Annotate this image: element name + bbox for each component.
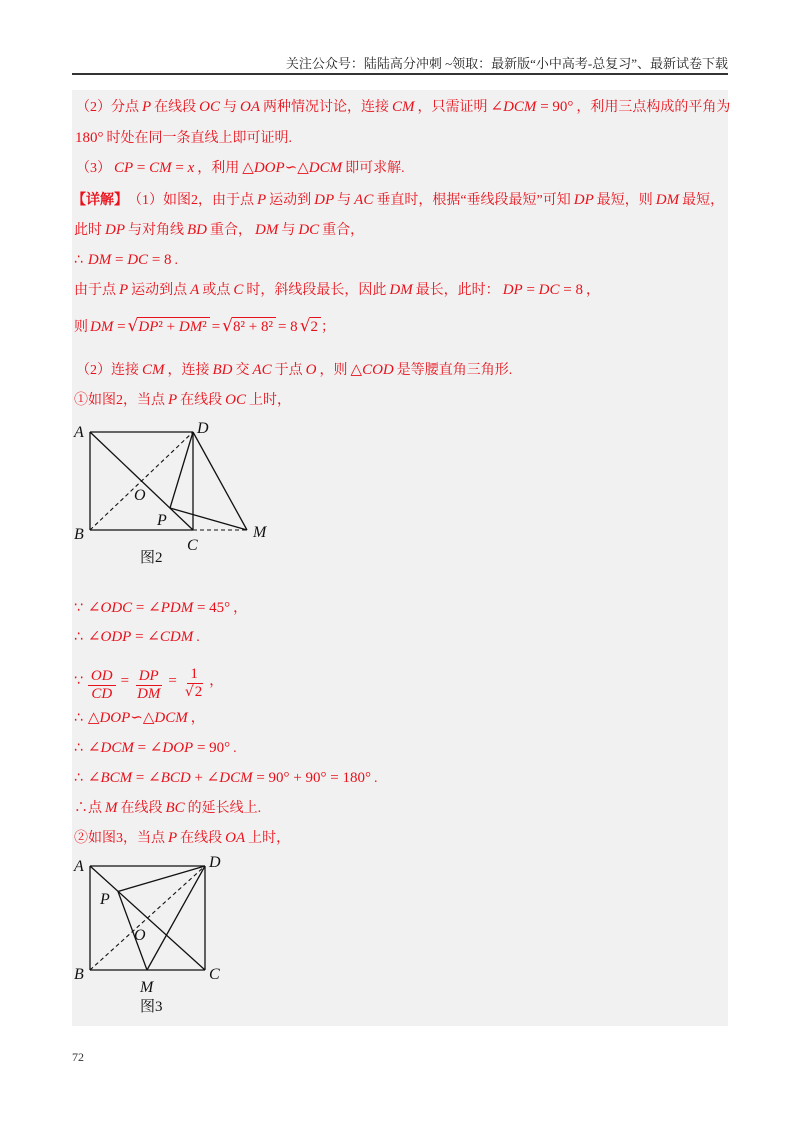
text-run: （1）如图2，由于点 — [128, 193, 254, 208]
proof-line-6 — [74, 768, 377, 792]
solution-line-3 — [74, 250, 178, 274]
math-expression — [116, 282, 131, 298]
text-run: ，只需证明 — [417, 100, 488, 115]
math-expression: DM = DC = 8 — [87, 252, 172, 268]
math-expression: DP = DC = 8 — [502, 282, 583, 298]
math-variable: DCM — [154, 710, 188, 726]
solution-line-6 — [76, 360, 512, 384]
math-variable: DP — [105, 222, 125, 238]
figure-caption: 图2 — [140, 550, 163, 566]
math-variable: DM — [90, 319, 114, 335]
proof-line-4 — [74, 708, 205, 732]
because-symbol: ∵ — [74, 600, 83, 616]
therefore-symbol: ∴ — [74, 629, 83, 645]
math-expression — [571, 192, 597, 208]
text-run: 最短，则 — [596, 193, 653, 208]
numerator — [136, 668, 162, 686]
math-expression: = 8 — [277, 319, 298, 335]
math-expression — [250, 362, 275, 378]
proof-line-3 — [74, 662, 223, 705]
math-variable: BCD — [160, 770, 191, 786]
math-expression — [184, 222, 210, 238]
math-variable: P — [168, 830, 178, 846]
text-run: ∴点 — [74, 801, 102, 816]
math-expression — [139, 362, 168, 378]
math-variable: BCM — [100, 770, 133, 786]
text-run: ， — [585, 283, 600, 298]
text-run: 是等腰直角三角形. — [396, 363, 513, 378]
label-B: B — [74, 966, 84, 983]
text-run: ，连接 — [167, 363, 210, 378]
math-variable: DM — [655, 192, 680, 208]
math-expression — [653, 192, 682, 208]
segment-PD — [118, 866, 205, 892]
math-expression — [139, 99, 154, 115]
label-M: M — [140, 979, 154, 996]
solution-line-4 — [74, 280, 600, 304]
text-run: 此时 — [74, 223, 102, 238]
text-run: . — [196, 630, 200, 645]
text-run: 重合， — [322, 223, 365, 238]
text-run: 由于点 — [74, 283, 116, 298]
math-variable: CDM — [159, 629, 194, 645]
radicand: DP² + DM² — [137, 317, 209, 335]
math-expression — [389, 99, 418, 115]
analysis-line-part2 — [76, 97, 730, 121]
therefore-symbol: ∴ — [74, 252, 83, 268]
math-expression — [165, 830, 180, 846]
text-run: ，利用三点构成的平角为 — [576, 100, 731, 115]
math-expression — [222, 392, 249, 408]
radical-sign: √ — [127, 316, 139, 336]
fraction-one-root-two — [182, 666, 206, 705]
text-run: 在线段 — [154, 100, 197, 115]
math-variable: DCM — [100, 740, 134, 756]
math-expression: △DOP∽△DCM — [87, 710, 188, 726]
math-variable: OC — [225, 392, 247, 408]
math-variable: C — [233, 282, 244, 298]
label-A: A — [74, 424, 84, 441]
math-variable: DP — [502, 282, 523, 298]
text-run: 与 — [223, 100, 238, 115]
math-expression: △COD — [350, 362, 394, 378]
text-run: 则 — [74, 320, 88, 335]
detail-heading: 【详解】 — [72, 193, 128, 208]
label-O: O — [134, 487, 146, 504]
text-run: . — [233, 741, 237, 756]
radical-sign: √ — [299, 316, 311, 336]
denominator — [88, 686, 115, 703]
math-variable: DM — [87, 252, 112, 268]
text-run: 上时， — [248, 831, 291, 846]
solution-line-7 — [74, 390, 291, 414]
math-variable: DCM — [308, 160, 343, 176]
math-expression — [230, 282, 246, 298]
analysis-line-part3 — [76, 158, 405, 182]
math-variable: CM — [149, 160, 172, 176]
math-variable: P — [168, 392, 178, 408]
fraction-od-cd — [88, 668, 116, 703]
text-run: 上时， — [249, 393, 292, 408]
math-variable: AC — [252, 362, 272, 378]
math-variable: BD — [212, 362, 233, 378]
therefore-symbol: ∴ — [74, 740, 83, 756]
page-number: 72 — [72, 1050, 84, 1064]
figure-caption: 图3 — [140, 999, 163, 1015]
math-variable: OA — [240, 99, 261, 115]
math-variable: ODC — [100, 600, 133, 616]
figure-2-diagram — [72, 415, 272, 570]
math-variable: DC — [127, 252, 149, 268]
text-run: 最长，此时： — [415, 283, 500, 298]
text-run: （3） — [76, 161, 111, 176]
text-run: 的延长线上. — [187, 801, 262, 816]
text-run: 交 — [235, 363, 250, 378]
segment-DP — [170, 432, 193, 508]
text-run: ①如图2，当点 — [74, 393, 165, 408]
label-B: B — [74, 526, 84, 543]
math-expression — [295, 222, 322, 238]
radical-sign: √ — [222, 316, 233, 336]
header-notice: 关注公众号：陆陆高分冲刺 ~领取：最新版“小中高考-总复习”、最新试卷下载 — [285, 56, 728, 71]
math-expression: ∠DCM = 90° — [490, 99, 574, 115]
label-D: D — [197, 420, 209, 437]
math-expression: ∠ODP = ∠CDM — [87, 629, 194, 645]
math-variable: x — [187, 160, 195, 176]
math-expression — [210, 362, 236, 378]
label-C: C — [209, 966, 220, 983]
math-expression: 180° — [75, 130, 104, 146]
text-run: ， — [233, 601, 248, 616]
denominator — [182, 684, 206, 705]
label-A: A — [74, 858, 84, 875]
math-variable: DC — [538, 282, 560, 298]
math-variable: O — [305, 362, 317, 378]
therefore-symbol: ∴ — [74, 770, 83, 786]
text-run: ②如图3，当点 — [74, 831, 165, 846]
text-run: ， — [209, 674, 224, 689]
math-variable: DM — [389, 282, 413, 298]
text-run: 与对角线 — [128, 223, 184, 238]
math-variable: DP — [314, 192, 335, 208]
math-variable: BD — [187, 222, 207, 238]
math-variable: DM — [178, 319, 203, 335]
text-run: 与 — [281, 223, 296, 238]
math-expression: = — [211, 319, 221, 335]
text-run: 于点 — [274, 363, 303, 378]
header-rule — [72, 73, 728, 75]
proof-line-1 — [74, 598, 247, 622]
text-run: 时处在同一条直线上即可证明. — [106, 131, 292, 146]
math-expression — [196, 99, 223, 115]
text-run: 或点 — [202, 283, 231, 298]
text-run: 最短， — [682, 193, 725, 208]
radicand: 2 — [194, 683, 203, 700]
math-variable: ODP — [100, 629, 132, 645]
math-variable: DOP — [99, 710, 131, 726]
math-variable: PDM — [160, 600, 194, 616]
math-expression: △DOP∽△DCM — [242, 160, 343, 176]
math-variable: DM — [255, 222, 279, 238]
text-run: 在线段 — [120, 801, 163, 816]
fraction-dp-dm — [134, 668, 163, 703]
segment-DM — [147, 866, 205, 970]
numerator — [88, 668, 116, 686]
math-variable: A — [190, 282, 200, 298]
text-run: ，则 — [319, 363, 348, 378]
math-variable: P — [142, 99, 152, 115]
math-variable: DM — [137, 685, 161, 702]
text-run: 重合， — [210, 223, 252, 238]
figure-3-diagram — [72, 852, 272, 1020]
math-expression: ∠DCM = ∠DOP = 90° — [87, 740, 231, 756]
radical-sign: √ — [184, 683, 194, 700]
math-variable: OD — [90, 667, 113, 684]
math-expression — [311, 192, 337, 208]
text-run: （2）连接 — [76, 363, 139, 378]
solution-line-5 — [74, 313, 335, 344]
math-expression — [165, 392, 180, 408]
math-variable: CP — [114, 160, 134, 176]
radicand: 8² + 8² — [232, 317, 276, 335]
math-variable: CD — [91, 685, 113, 702]
segment-DM — [193, 432, 247, 530]
math-variable: DC — [298, 222, 320, 238]
math-expression — [187, 282, 202, 298]
text-run: 运动到 — [269, 193, 312, 208]
text-run: ， — [190, 711, 205, 726]
math-expression: CP = CM = x — [114, 160, 195, 176]
math-variable: DP — [138, 319, 159, 335]
because-symbol: ∵ — [74, 673, 83, 689]
math-expression — [102, 222, 128, 238]
label-O: O — [134, 927, 146, 944]
text-run: 在线段 — [180, 393, 223, 408]
math-variable: CM — [392, 99, 415, 115]
math-variable: OC — [199, 99, 221, 115]
text-run: 在线段 — [180, 831, 223, 846]
analysis-line-part2-cont — [72, 128, 292, 152]
math-variable: P — [119, 282, 129, 298]
text-run: 与 — [337, 193, 352, 208]
text-run: 运动到点 — [131, 283, 188, 298]
text-run: 即可求解. — [345, 161, 405, 176]
math-variable: P — [257, 192, 267, 208]
label-P: P — [100, 891, 110, 908]
math-expression — [222, 830, 248, 846]
equals-sign: = — [168, 673, 177, 689]
solution-line-2 — [74, 220, 364, 244]
math-expression — [351, 192, 376, 208]
math-variable: DOP — [162, 740, 194, 756]
math-expression — [252, 222, 281, 238]
proof-line-2 — [74, 627, 200, 651]
math-variable: DCM — [503, 99, 537, 115]
math-expression: DM = — [90, 319, 126, 335]
numerator: 1 — [187, 666, 201, 684]
math-variable: M — [105, 800, 118, 816]
solution-line-1 — [72, 190, 724, 214]
text-run: （2）分点 — [76, 100, 139, 115]
math-expression — [303, 362, 320, 378]
math-variable: DCM — [219, 770, 253, 786]
math-variable: AC — [354, 192, 374, 208]
text-run: 时，斜线段最长，因此 — [246, 283, 387, 298]
math-expression — [163, 800, 188, 816]
proof-line-8 — [74, 828, 290, 852]
text-run: . — [373, 771, 378, 786]
text-run: ，利用 — [197, 161, 240, 176]
label-D: D — [209, 854, 221, 871]
math-variable: BC — [165, 800, 185, 816]
denominator — [134, 686, 163, 703]
text-run: 两种情况讨论，连接 — [263, 100, 390, 115]
proof-line-5 — [74, 738, 237, 762]
math-expression: ∠BCM = ∠BCD + ∠DCM = 90° + 90° = 180° — [87, 770, 371, 786]
math-variable: OA — [225, 830, 246, 846]
text-run: ； — [321, 320, 336, 335]
label-C: C — [187, 537, 198, 554]
math-expression — [254, 192, 269, 208]
math-expression: ∠ODC = ∠PDM = 45° — [87, 600, 231, 616]
math-variable: CM — [142, 362, 165, 378]
math-variable: DP — [573, 192, 594, 208]
therefore-symbol: ∴ — [74, 710, 83, 726]
radicand: 2 — [310, 317, 322, 335]
label-M: M — [253, 524, 267, 541]
text-run: . — [174, 253, 179, 268]
text-run: 垂直时，根据“垂线段最短”可知 — [376, 193, 571, 208]
math-expression — [386, 282, 415, 298]
math-variable: DOP — [253, 160, 285, 176]
equals-sign: = — [120, 673, 130, 689]
label-P: P — [157, 512, 167, 529]
math-variable: DP — [138, 667, 159, 684]
math-variable: COD — [362, 362, 394, 378]
math-expression — [237, 99, 263, 115]
proof-line-7 — [74, 798, 261, 822]
math-expression — [102, 800, 121, 816]
